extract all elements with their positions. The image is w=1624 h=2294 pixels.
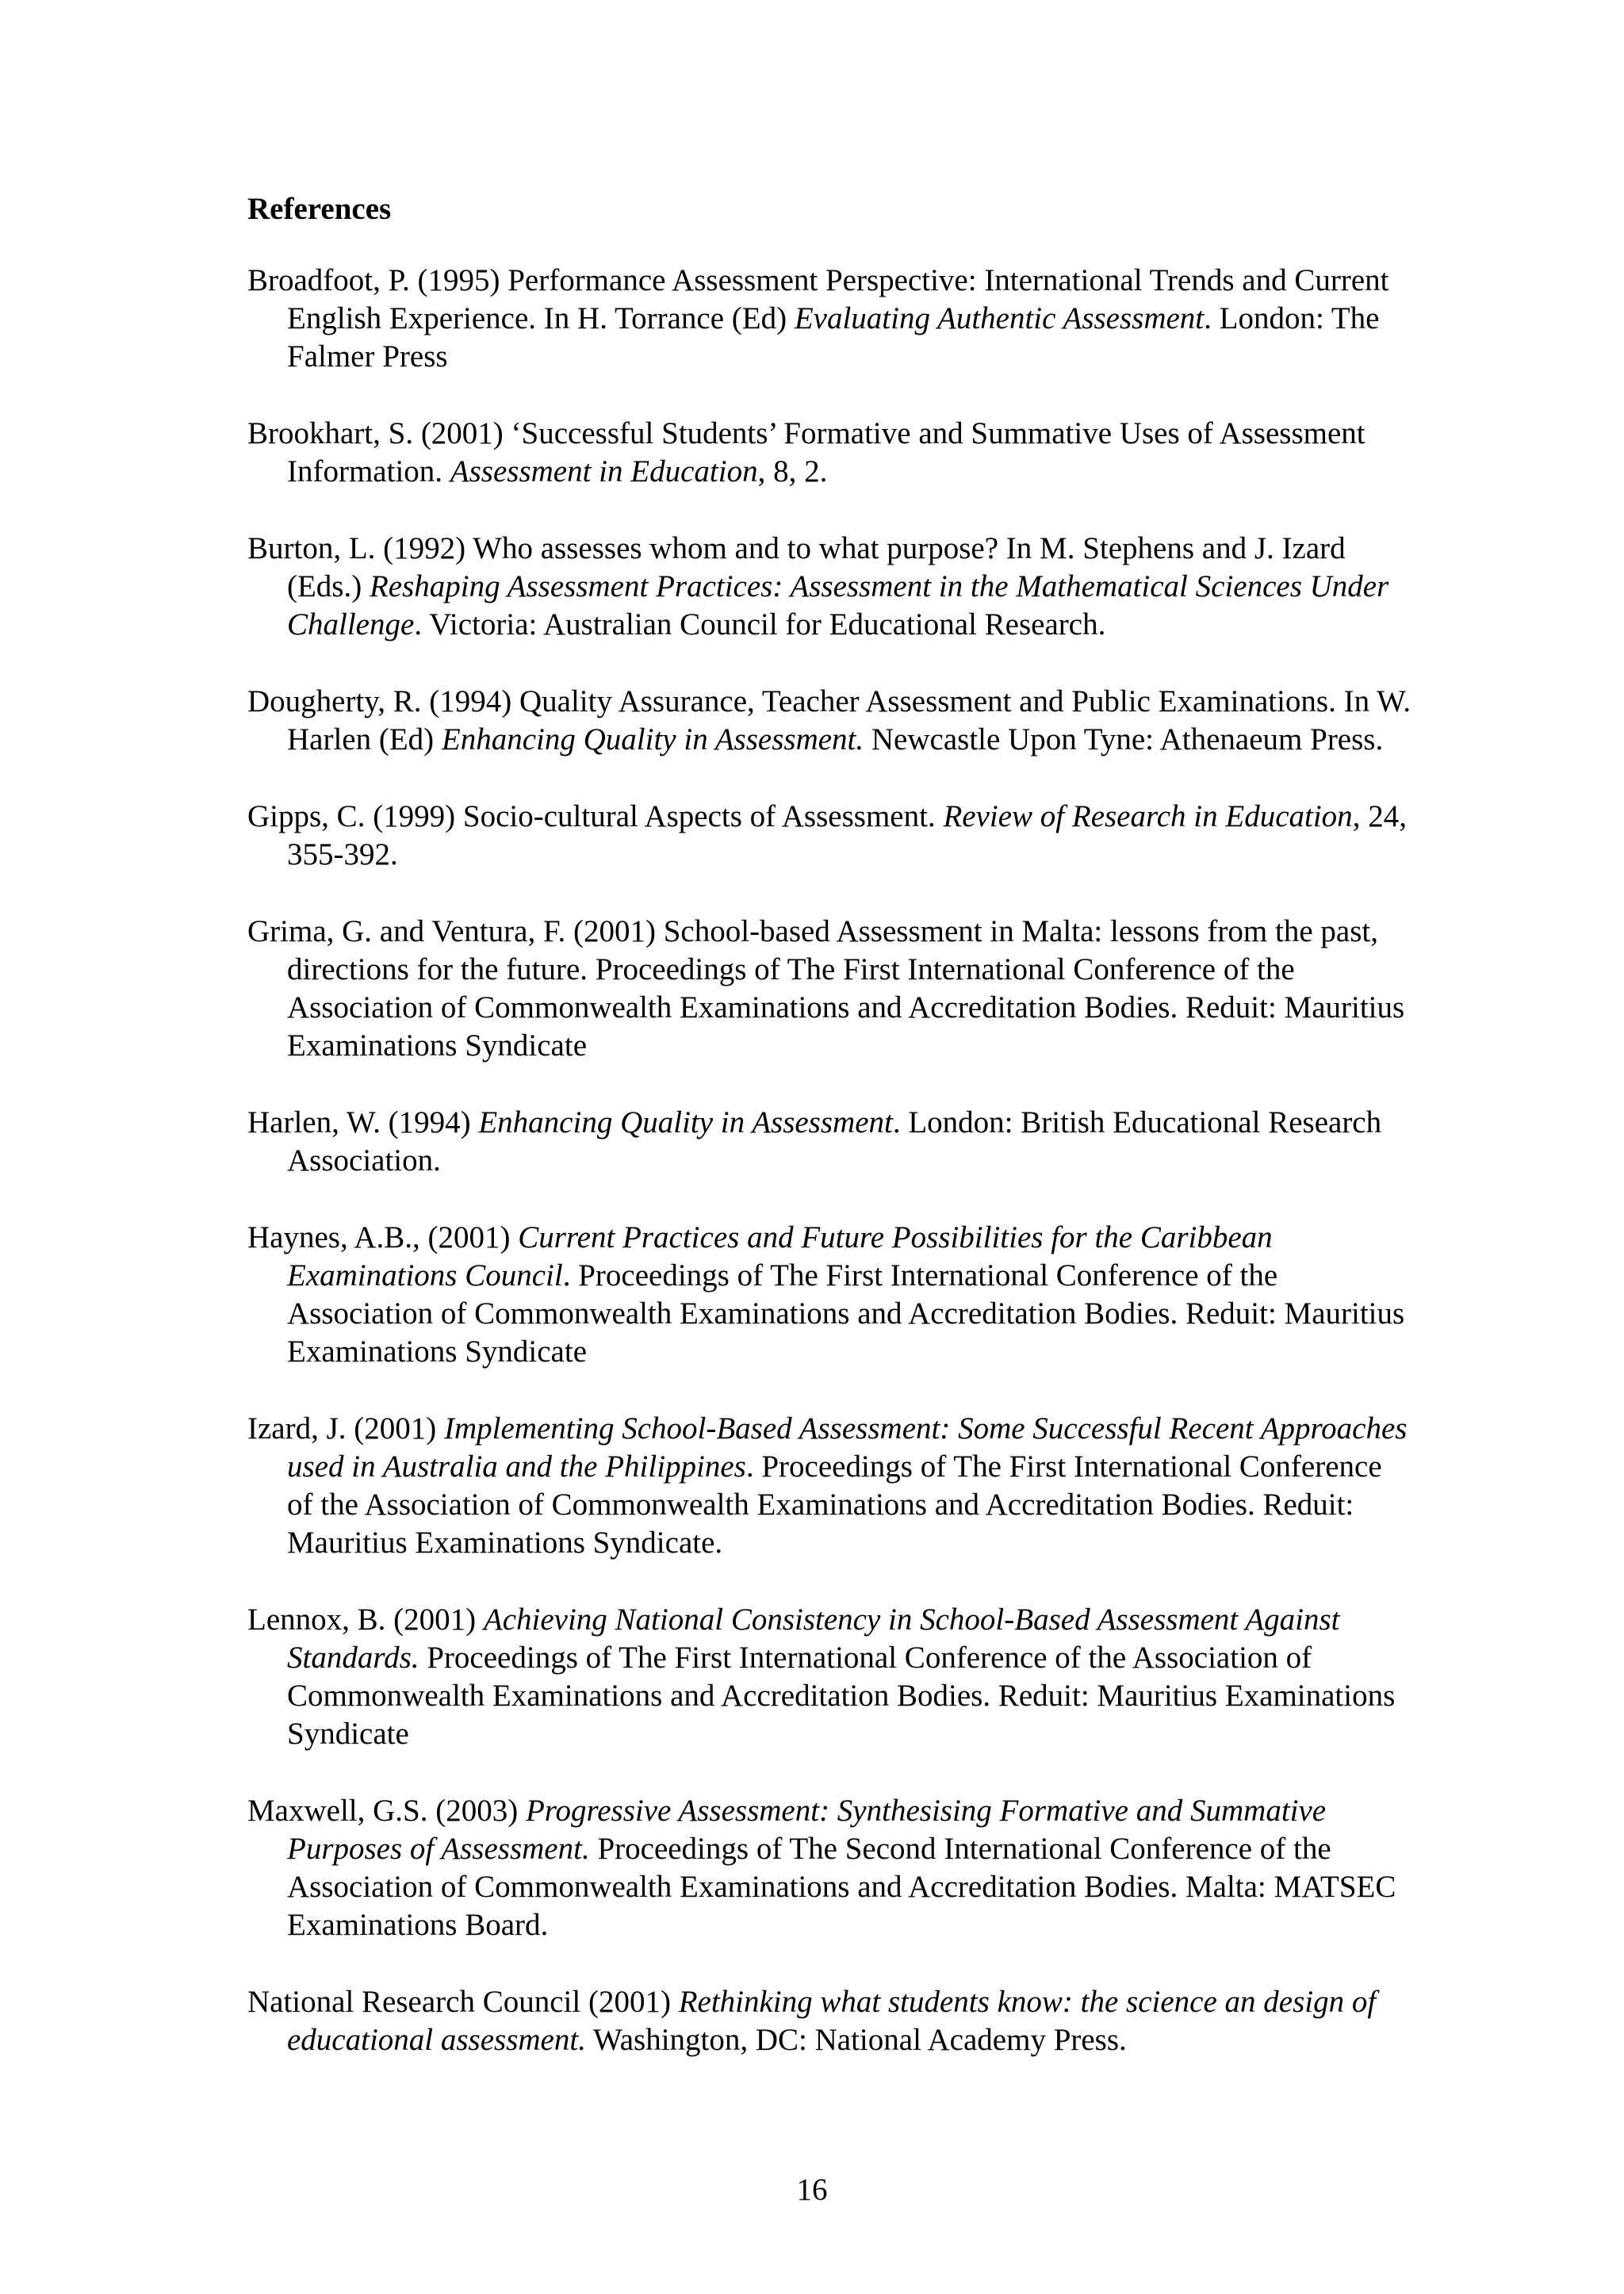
reference-title: Reshaping Assessment Practices: Assessment in the Mathematical Sciences Under Challenge xyxy=(287,569,1389,641)
reference-entry xyxy=(247,1792,1413,1944)
reference-text: Proceedings of The Second International Conference of the Association of Commonwealth Examinations and Accreditation Bodies. Malta: MATSEC Examinations Board. xyxy=(287,1832,1396,1942)
reference-entry xyxy=(247,1410,1413,1562)
reference-text: Proceedings of The First International Conference of the Association of Commonwealth Examinations and Accreditation Bodies. Reduit: Mauritius Examinations Syndicate xyxy=(287,1641,1396,1751)
reference-text: Haynes, A.B., (2001) xyxy=(247,1220,519,1254)
reference-entry xyxy=(247,1219,1413,1371)
reference-text: Newcastle Upon Tyne: Athenaeum Press. xyxy=(864,722,1384,756)
reference-title: Progressive Assessment: Synthesising Formative and Summative Purposes of Assessment. xyxy=(287,1794,1327,1866)
reference-text: National Research Council (2001) xyxy=(247,1985,679,2019)
reference-entry xyxy=(247,683,1413,759)
reference-text: . London: The Falmer Press xyxy=(287,301,1380,373)
reference-entry xyxy=(247,1983,1413,2059)
page-body xyxy=(247,190,1413,2098)
reference-title: Rethinking what students know: the science an design of educational assessment. xyxy=(287,1985,1377,2057)
reference-text: , 8, 2. xyxy=(757,454,828,488)
reference-text: . Proceedings of The First International Conference of the Association of Commonwealth Examinations and Accreditation Bodies. Reduit: Mauritius Examinations Syndicate. xyxy=(287,1450,1382,1560)
reference-text: Grima, G. and Ventura, F. (2001) School-based Assessment in Malta: lessons from the past, directions for the future. Proceedings of The First International Conference of the Association of Commonwealth Examinations and Accreditation Bodies. Reduit: Mauritius Examinations Syndicate xyxy=(247,914,1405,1063)
reference-text: Gipps, C. (1999) Socio-cultural Aspects of Assessment. xyxy=(247,799,944,833)
reference-title: Assessment in Education xyxy=(450,454,758,488)
page-title: References xyxy=(247,192,392,226)
reference-title: Evaluating Authentic Assessment xyxy=(794,301,1205,335)
reference-text: Burton, L. (1992) Who assesses whom and to what purpose? In M. Stephens and J. Izard (Eds.) xyxy=(247,531,1346,603)
reference-text: Washington, DC: National Academy Press. xyxy=(585,2023,1127,2057)
reference-title: Enhancing Quality in Assessment xyxy=(478,1105,893,1139)
reference-text: Maxwell, G.S. (2003) xyxy=(247,1794,526,1828)
reference-text: Harlen, W. (1994) xyxy=(247,1105,479,1139)
reference-entry xyxy=(247,913,1413,1065)
reference-text: Izard, J. (2001) xyxy=(247,1411,444,1446)
reference-title: Review of Research in Education xyxy=(943,799,1353,833)
reference-title: Achieving National Consistency in School-Based Assessment Against Standards. xyxy=(287,1603,1340,1675)
page-number: 16 xyxy=(796,2173,828,2207)
reference-title: Implementing School-Based Assessment: Some Successful Recent Approaches used in Australia and the Philippines xyxy=(287,1411,1408,1484)
reference-text: . London: British Educational Research Association. xyxy=(287,1105,1382,1178)
reference-entry xyxy=(247,1104,1413,1180)
reference-text: , 24, 355-392. xyxy=(287,799,1407,871)
reference-text: . Victoria: Australian Council for Educational Research. xyxy=(414,607,1106,641)
reference-entry xyxy=(247,1601,1413,1753)
reference-text: . Proceedings of The First International Conference of the Association of Commonwealth Examinations and Accreditation Bodies. Reduit: Mauritius Examinations Syndicate xyxy=(287,1258,1405,1369)
reference-text: Brookhart, S. (2001) ‘Successful Students’ Formative and Summative Uses of Assessment Information. xyxy=(247,416,1365,488)
reference-entry xyxy=(247,798,1413,874)
reference-entry xyxy=(247,262,1413,376)
reference-text: Broadfoot, P. (1995) Performance Assessment Perspective: International Trends and Current English Experience. In H. Torrance (Ed) xyxy=(247,263,1389,335)
reference-text: Lennox, B. (2001) xyxy=(247,1603,484,1637)
reference-title: Enhancing Quality in Assessment. xyxy=(441,722,864,756)
reference-text: Dougherty, R. (1994) Quality Assurance, Teacher Assessment and Public Examinations. In W. Harlen (Ed) xyxy=(247,684,1411,756)
reference-entry xyxy=(247,415,1413,491)
reference-entry xyxy=(247,530,1413,644)
reference-title: Current Practices and Future Possibilities for the Caribbean Examinations Council xyxy=(287,1220,1273,1293)
